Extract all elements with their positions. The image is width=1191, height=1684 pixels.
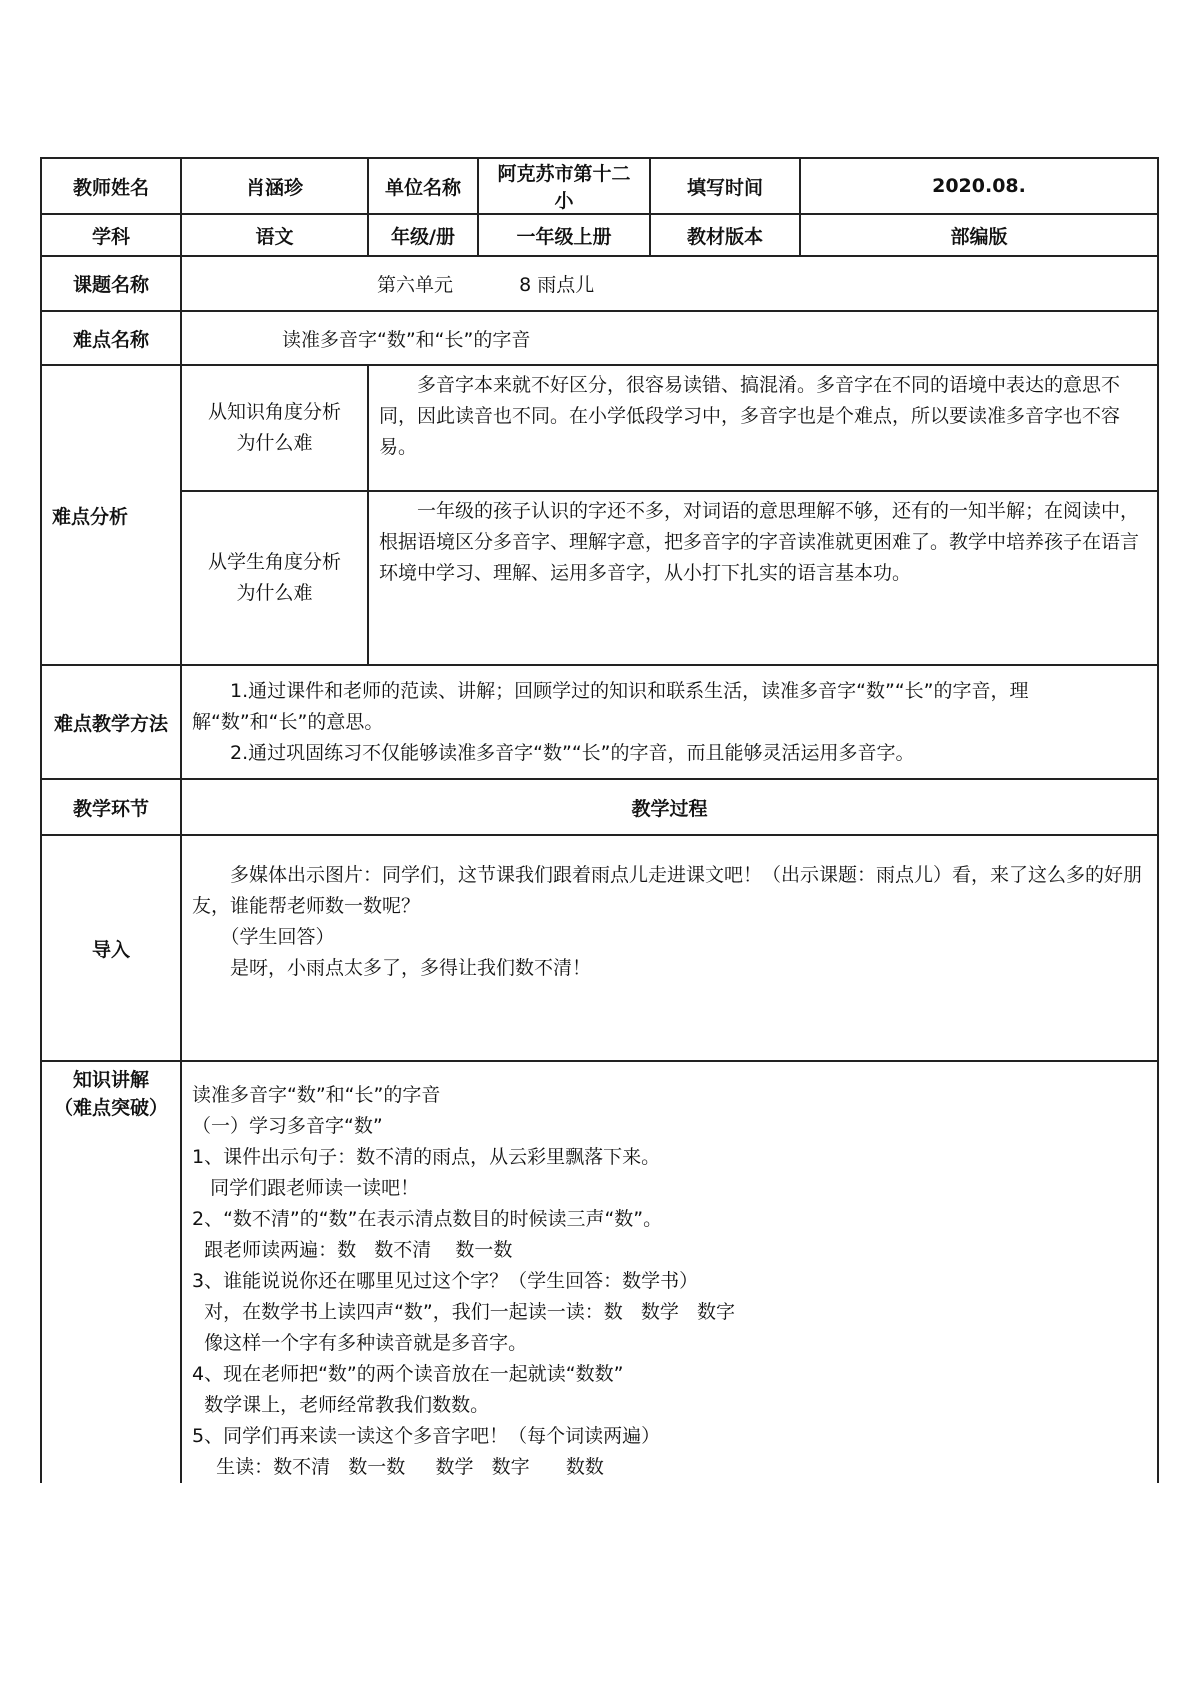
header-row-2: [41, 214, 1158, 256]
teacher-name-value: 肖涵珍: [181, 158, 368, 214]
method-p2: 2.通过巩固练习不仅能够读准多音字“数”“长”的字音，而且能够灵活运用多音字。: [230, 741, 915, 764]
process-header-row: [41, 779, 1158, 835]
subject-value: 语文: [181, 214, 368, 256]
header-row-1: [41, 158, 1158, 214]
knowledge-line: （一）学习多音字“数”: [192, 1115, 383, 1137]
analysis-row-student: [41, 491, 1158, 665]
intro-cell: [181, 835, 1158, 1061]
difficulty-row: [41, 311, 1158, 365]
method-cell: [181, 665, 1158, 779]
knowledge-line: 跟老师读两遍：数 数不清 数一数: [192, 1239, 513, 1261]
method-row: [41, 665, 1158, 779]
unit-name-label: 单位名称: [368, 158, 478, 214]
process-stage-label: 教学环节: [41, 779, 181, 835]
knowledge-angle-text-cell: [368, 365, 1158, 491]
topic-label: 课题名称: [41, 256, 181, 311]
knowledge-line: 3、谁能说说你还在哪里见过这个字？（学生回答：数学书）: [192, 1270, 699, 1292]
knowledge-angle-text: 多音字本来就不好区分，很容易读错、搞混淆。多音字在不同的语境中表达的意思不同，因此读音也不同。在小学低段学习中，多音字也是个难点，所以要读准多音字也不容易。: [379, 374, 1121, 458]
knowledge-line: 2、“数不清”的“数”在表示清点数目的时候读三声“数”。: [192, 1208, 663, 1230]
difficulty-label: 难点名称: [41, 311, 181, 365]
topic-value: [181, 256, 1158, 311]
student-angle-text: 一年级的孩子认识的字还不多，对词语的意思理解不够，还有的一知半解；在阅读中，根据语境区分多音字、理解字意，把多音字的字音读准就更困难了。教学中培养孩子在语言环境中学习、理解、运用多音字，从小打下扎实的语言基本功。: [379, 500, 1140, 584]
topic-title: 8 雨点儿: [519, 274, 595, 296]
method-label: 难点教学方法: [41, 665, 181, 779]
grade-value: 一年级上册: [478, 214, 650, 256]
knowledge-line: 读准多音字“数”和“长”的字音: [192, 1084, 441, 1106]
knowledge-label-cell: [41, 1061, 181, 1483]
unit-name-value: 阿克苏市第十二小: [478, 158, 650, 214]
difficulty-text: 读准多音字“数”和“长”的字音: [282, 328, 531, 351]
topic-unit: 第六单元: [377, 274, 454, 296]
knowledge-label: 知识讲解: [72, 1069, 149, 1091]
edition-value: 部编版: [800, 214, 1158, 256]
knowledge-cell: [181, 1061, 1158, 1483]
knowledge-line: 1、课件出示句子：数不清的雨点，从云彩里飘落下来。: [192, 1146, 661, 1168]
knowledge-line: 同学们跟老师读一读吧！: [192, 1177, 420, 1199]
edition-label: 教材版本: [650, 214, 800, 256]
intro-p3: 是呀，小雨点太多了，多得让我们数不清！: [230, 957, 592, 979]
knowledge-line: 生读：数不清 数一数 数学 数字 数数: [192, 1456, 604, 1478]
intro-p1: 多媒体出示图片：同学们，这节课我们跟着雨点儿走进课文吧！（出示课题：雨点儿）看，来了这么多的好朋友，谁能帮老师数一数呢？: [192, 864, 1143, 917]
intro-p2: （学生回答）: [220, 926, 335, 948]
student-angle-label: 从学生角度分析为什么难: [181, 491, 368, 665]
lesson-plan-table: [40, 157, 1159, 1483]
teacher-name-label: 教师姓名: [41, 158, 181, 214]
knowledge-line: 对，在数学书上读四声“数”，我们一起读一读：数 数学 数字: [192, 1301, 736, 1323]
student-angle-text-cell: [368, 491, 1158, 665]
subject-label: 学科: [41, 214, 181, 256]
knowledge-line: 像这样一个字有多种读音就是多音字。: [192, 1332, 528, 1354]
method-p1: 1.通过课件和老师的范读、讲解；回顾学过的知识和联系生活，读准多音字“数”“长”的字音，理解“数”和“长”的意思。: [192, 679, 1029, 733]
knowledge-row: [41, 1061, 1158, 1483]
analysis-label: 难点分析: [41, 365, 181, 665]
difficulty-value: [181, 311, 1158, 365]
analysis-row-knowledge: [41, 365, 1158, 491]
fill-date-value: 2020.08.: [800, 158, 1158, 214]
topic-row: [41, 256, 1158, 311]
knowledge-sublabel: （难点突破）: [53, 1097, 168, 1119]
knowledge-line: 5、同学们再来读一读这个多音字吧！（每个词读两遍）: [192, 1425, 661, 1447]
intro-row: [41, 835, 1158, 1061]
intro-label: 导入: [41, 835, 181, 1061]
knowledge-line: 数学课上，老师经常教我们数数。: [192, 1394, 490, 1416]
knowledge-angle-label: 从知识角度分析为什么难: [181, 365, 368, 491]
knowledge-line: 4、现在老师把“数”的两个读音放在一起就读“数数”: [192, 1363, 624, 1385]
fill-date-label: 填写时间: [650, 158, 800, 214]
process-label: 教学过程: [181, 779, 1158, 835]
grade-label: 年级/册: [368, 214, 478, 256]
